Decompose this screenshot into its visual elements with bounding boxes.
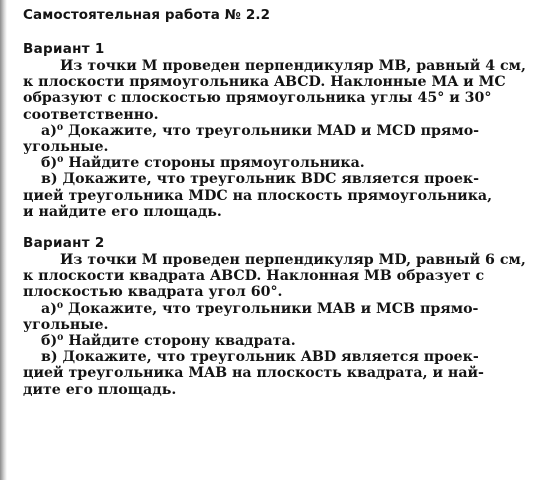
variant-2-line: дите его площадь.: [23, 381, 177, 398]
variant-1-text: [23, 58, 526, 220]
variant-1-line: а)⁰ Докажите, что треугольники MAD и MCD прямо-: [41, 122, 480, 139]
variant-2-line: плоскостью квадрата угол 60°.: [23, 284, 283, 301]
variant-1-line: соответственно.: [23, 106, 159, 123]
variant-2-line: в) Докажите, что треугольник ABD является проек-: [41, 349, 479, 366]
variant-1-line: к плоскости прямоугольника ABCD. Наклонные MA и MC: [23, 74, 506, 91]
variant-1-line: б)⁰ Найдите стороны прямоугольника.: [41, 155, 365, 172]
variant-1-line: угольные.: [23, 138, 109, 155]
variant-1-heading: Вариант 1: [23, 41, 105, 57]
variant-1-line: в) Докажите, что треугольник BDC является проек-: [41, 171, 480, 188]
variant-1-line: Из точки M проведен перпендикуляр MB, равный 4 см,: [60, 58, 526, 74]
variant-2-heading: Вариант 2: [23, 235, 105, 251]
variant-1-line: образуют с плоскостью прямоугольника углы 45° и 30°: [23, 90, 492, 107]
page-edge-shadow: [0, 0, 7, 480]
variant-1-line: и найдите его площадь.: [23, 203, 222, 220]
variant-2-line: Из точки M проведен перпендикуляр MD, равный 6 см,: [60, 252, 526, 268]
variant-2-line: угольные.: [23, 316, 109, 333]
variant-2-line: к плоскости квадрата ABCD. Наклонная MB образует с: [23, 268, 485, 285]
variant-2-line: цией треугольника MAB на плоскость квадрата, и най-: [23, 365, 484, 382]
page-title: Самостоятельная работа № 2.2: [23, 7, 271, 23]
variant-2-text: [23, 252, 526, 398]
variant-1-line: цией треугольника MDC на плоскость прямоугольника,: [23, 187, 493, 204]
variant-2-line: а)⁰ Докажите, что треугольники MAB и MCB прямо-: [41, 300, 479, 317]
variant-2-line: б)⁰ Найдите сторону квадрата.: [41, 332, 296, 349]
